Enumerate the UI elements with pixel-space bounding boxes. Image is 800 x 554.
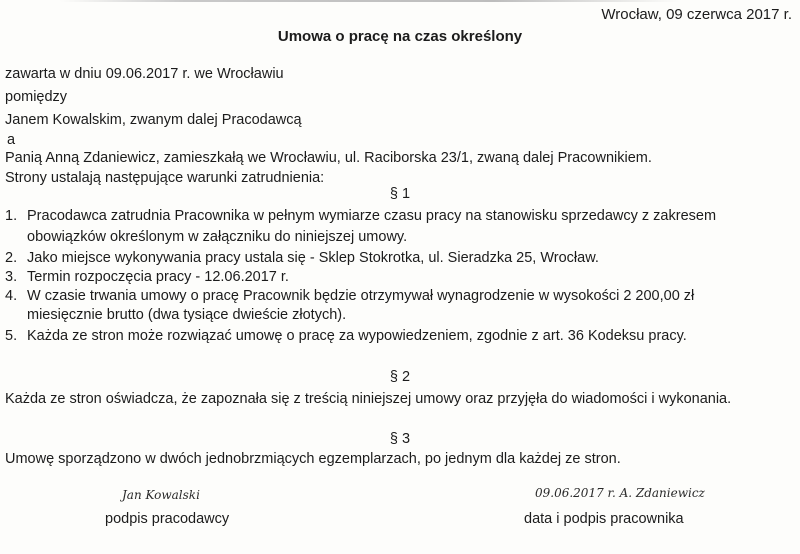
employer-signature-label: podpis pracodawcy [105, 511, 230, 527]
employee-signature: 09.06.2017 r. A. Zdaniewicz [535, 486, 705, 500]
list-item-continuation: miesięcznie brutto (dwa tysiące dwieście złotych). [27, 307, 347, 323]
section-3-heading: § 3 [389, 431, 411, 447]
list-item [5, 269, 289, 285]
intro-line-6: Strony ustalają następujące warunki zatrudnienia: [5, 170, 325, 186]
scan-edge-line [60, 0, 680, 2]
list-item-text: Jako miejsce wykonywania pracy ustala się - Sklep Stokrotka, ul. Sieradzka 25, Wrocław. [27, 250, 599, 266]
employee-signature-label: data i podpis pracownika [524, 511, 684, 527]
intro-line-2: pomiędzy [5, 89, 68, 105]
list-item-number: 2. [5, 250, 18, 266]
list-item-text: Każda ze stron może rozwiązać umowę o pracę za wypowiedzeniem, zgodnie z art. 36 Kodeksu pracy. [27, 328, 687, 344]
intro-line-3: Janem Kowalskim, zwanym dalej Pracodawcą [5, 112, 302, 128]
intro-line-5: Panią Anną Zdaniewicz, zamieszkałą we Wrocławiu, ul. Raciborska 23/1, zwaną dalej Pracownikiem. [5, 150, 652, 166]
section-2-text: Każda ze stron oświadcza, że zapoznała się z treścią niniejszej umowy oraz przyjęła do wiadomości i wykonania. [5, 391, 732, 407]
employer-signature: Jan Kowalski [122, 488, 200, 502]
list-item-number: 4. [5, 288, 18, 304]
intro-line-4: a [7, 132, 16, 148]
section-1-heading: § 1 [389, 186, 411, 202]
list-item-text: Pracodawca zatrudnia Pracownika w pełnym wymiarze czasu pracy na stanowisku sprzedawcy z zakresem [27, 208, 717, 224]
list-item-number: 1. [5, 208, 18, 224]
section-3-text: Umowę sporządzono w dwóch jednobrzmiących egzemplarzach, po jednym dla każdej ze stron. [5, 451, 621, 467]
list-item-continuation: obowiązków określonym w załączniku do niniejszej umowy. [27, 229, 408, 245]
intro-line-1: zawarta w dniu 09.06.2017 r. we Wrocławiu [5, 66, 284, 82]
section-2-heading: § 2 [389, 369, 411, 385]
list-item [5, 208, 716, 224]
list-item-text: Termin rozpoczęcia pracy - 12.06.2017 r. [27, 269, 289, 285]
list-item [5, 288, 694, 304]
list-item-number: 5. [5, 328, 18, 344]
list-item-text: W czasie trwania umowy o pracę Pracownik będzie otrzymywał wynagrodzenie w wysokości 2 200,00 zł [27, 288, 695, 304]
list-item-number: 3. [5, 269, 18, 285]
date-place: Wrocław, 09 czerwca 2017 r. [601, 6, 792, 23]
document-title: Umowa o pracę na czas określony [277, 28, 523, 45]
list-item [5, 250, 599, 266]
list-item [5, 328, 687, 344]
